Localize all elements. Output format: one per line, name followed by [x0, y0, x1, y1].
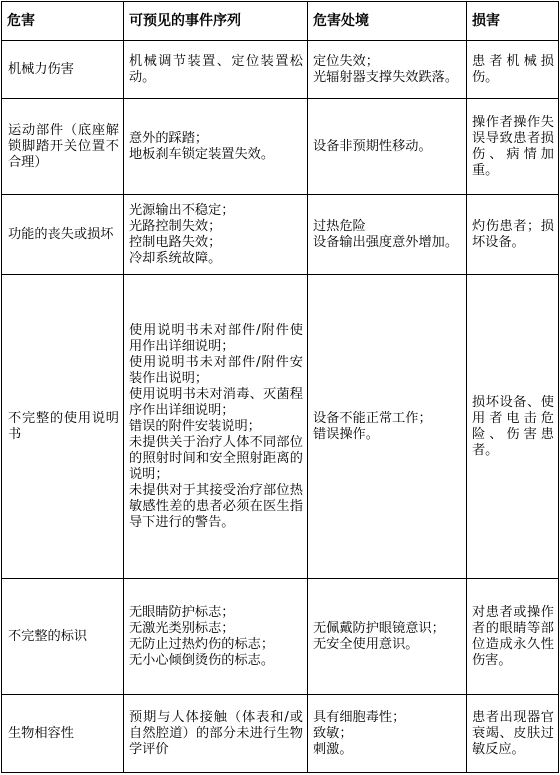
- cell-harm: 灼伤患者；损坏设备。: [467, 195, 559, 275]
- sequence-line: 无激光类别标志；: [129, 620, 235, 636]
- sequence-line: 冷却系统故障。: [129, 250, 222, 266]
- situation-line: 过热危险: [313, 218, 366, 234]
- situation-line: 无安全使用意识。: [313, 636, 419, 652]
- cell-hazard: 功能的丧失或损坏: [2, 195, 124, 275]
- situation-line: 致敏；: [313, 725, 353, 741]
- situation-line: 刺激。: [313, 741, 353, 757]
- table-row: [2, 695, 559, 773]
- situation-line: 具有细胞毒性；: [313, 709, 406, 725]
- sequence-line: 使用说明书未对部件/附件安装作出说明；: [129, 354, 303, 386]
- sequence-line: 地板刹车锁定装置失效。: [129, 146, 275, 162]
- sequence-line: 错误的附件安装说明；: [129, 418, 261, 434]
- sequence-line: 控制电路失效；: [129, 234, 222, 250]
- header-harm: 损害: [467, 2, 559, 41]
- table-row: [2, 195, 559, 275]
- situation-line: 设备非预期性移动。: [313, 138, 432, 154]
- cell-event-sequence: [124, 99, 308, 195]
- sequence-line: 光路控制失效；: [129, 218, 222, 234]
- sequence-line: 无防止过热灼伤的标志；: [129, 636, 275, 652]
- cell-hazardous-situation: [308, 695, 467, 773]
- cell-harm: 对患者或操作者的眼睛等部位造成永久性伤害。: [467, 579, 559, 695]
- sequence-line: 无小心倾倒烫伤的标志。: [129, 652, 275, 668]
- cell-harm: 患者出现器官衰竭、皮肤过敏反应。: [467, 695, 559, 773]
- table-header-row: [2, 2, 559, 41]
- cell-hazardous-situation: [308, 275, 467, 579]
- header-event-sequence: 可预见的事件序列: [124, 2, 308, 41]
- sequence-line: 未提供关于治疗人体不同部位的照射时间和安全照射距离的说明；: [129, 434, 303, 482]
- cell-hazard: 不完整的标识: [2, 579, 124, 695]
- cell-hazardous-situation: [308, 41, 467, 99]
- sequence-line: 预期与人体接触（体表和/或自然腔道）的部分未进行生物学评价: [129, 709, 303, 757]
- cell-harm: 操作者操作失误导致患者损伤、病情加重。: [467, 99, 559, 195]
- sequence-line: 意外的踩踏；: [129, 130, 209, 146]
- cell-hazardous-situation: [308, 99, 467, 195]
- risk-analysis-table: [1, 1, 559, 773]
- cell-harm: 损坏设备、使用者电击危险、伤害患者。: [467, 275, 559, 579]
- cell-hazard: 运动部件（底座解锁脚踏开关位置不合理）: [2, 99, 124, 195]
- cell-harm: 患者机械损伤。: [467, 41, 559, 99]
- sequence-line: 使用说明书未对部件/附件使用作出详细说明；: [129, 322, 303, 354]
- cell-event-sequence: [124, 41, 308, 99]
- situation-line: 无佩戴防护眼镜意识；: [313, 620, 445, 636]
- table-row: [2, 41, 559, 99]
- sequence-line: 未提供对于其接受治疗部位热敏感性差的患者必须在医生指导下进行的警告。: [129, 482, 303, 530]
- cell-hazard: 机械力伤害: [2, 41, 124, 99]
- sequence-line: 无眼睛防护标志；: [129, 604, 235, 620]
- cell-hazard: 生物相容性: [2, 695, 124, 773]
- cell-event-sequence: [124, 275, 308, 579]
- cell-event-sequence: [124, 579, 308, 695]
- cell-hazard: 不完整的使用说明书: [2, 275, 124, 579]
- situation-line: 光辐射器支撑失效跌落。: [313, 69, 459, 85]
- cell-event-sequence: [124, 695, 308, 773]
- sequence-line: 机械调节装置、定位装置松动。: [129, 53, 303, 85]
- table-row: [2, 275, 559, 579]
- cell-hazardous-situation: [308, 195, 467, 275]
- table-row: [2, 99, 559, 195]
- situation-line: 设备不能正常工作；: [313, 410, 432, 426]
- situation-line: 定位失效；: [313, 53, 379, 69]
- situation-line: 错误操作。: [313, 426, 379, 442]
- situation-line: 设备输出强度意外增加。: [313, 234, 459, 250]
- header-hazardous-situation: 危害处境: [308, 2, 467, 41]
- sequence-line: 光源输出不稳定；: [129, 202, 235, 218]
- sequence-line: 使用说明书未对消毒、灭菌程序作出详细说明；: [129, 386, 303, 418]
- table-row: [2, 579, 559, 695]
- header-hazard: 危害: [2, 2, 124, 41]
- cell-event-sequence: [124, 195, 308, 275]
- cell-hazardous-situation: [308, 579, 467, 695]
